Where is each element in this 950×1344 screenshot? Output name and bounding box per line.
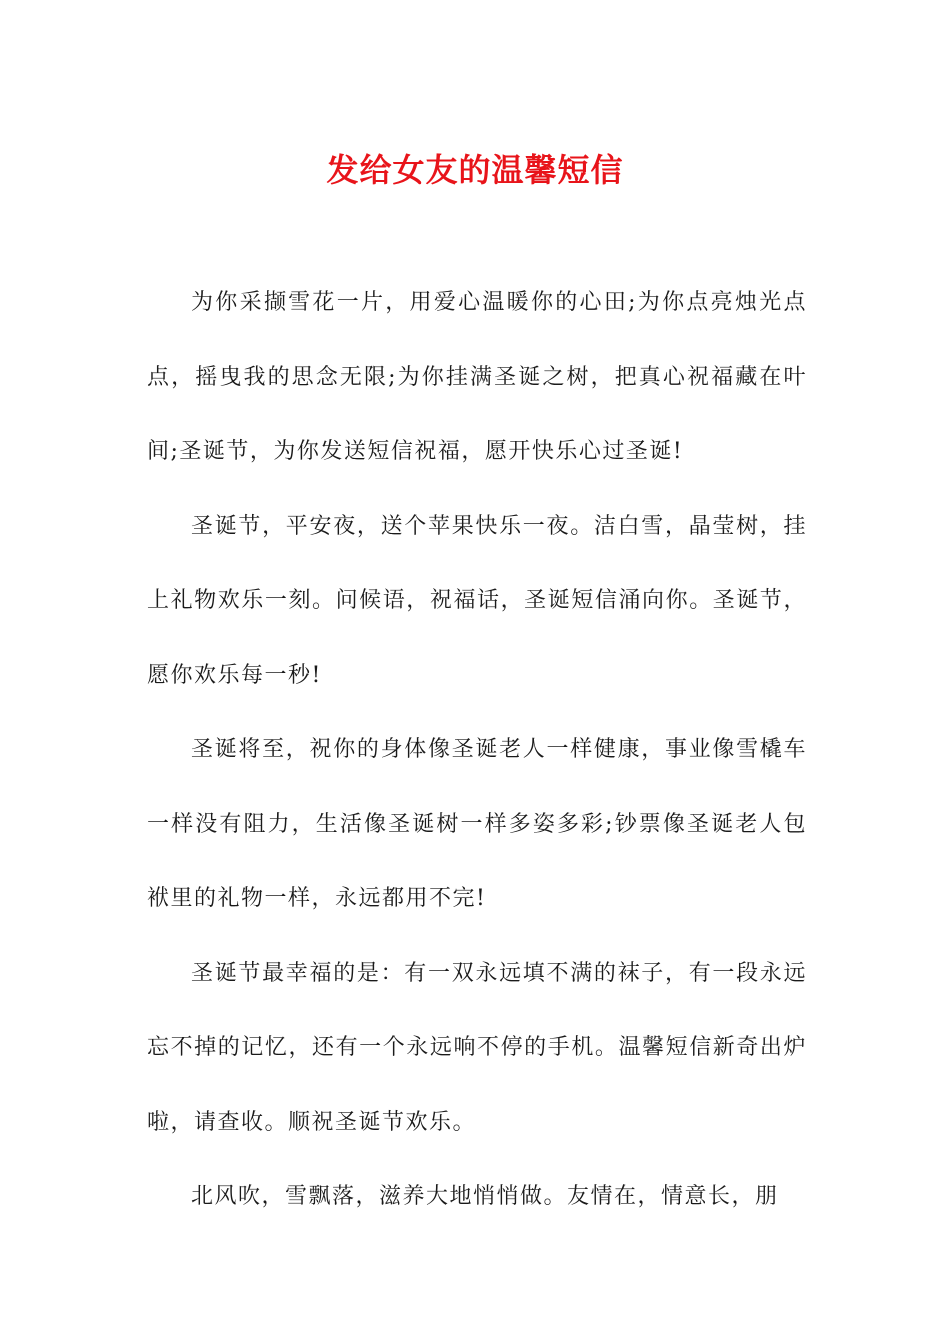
paragraph-2: 圣诞节，平安夜，送个苹果快乐一夜。洁白雪，晶莹树，挂上礼物欢乐一刻。问候语，祝福话，圣诞短信涌向你。圣诞节，愿你欢乐每一秒! (147, 513, 807, 688)
document-body (147, 266, 807, 1235)
paragraph-4: 圣诞节最幸福的是：有一双永远填不满的袜子，有一段永远忘不掉的记忆，还有一个永远响不停的手机。温馨短信新奇出炉啦，请查收。顺祝圣诞节欢乐。 (147, 960, 807, 1135)
paragraph-3: 圣诞将至，祝你的身体像圣诞老人一样健康，事业像雪橇车一样没有阻力，生活像圣诞树一样多姿多彩;钞票像圣诞老人包袱里的礼物一样，永远都用不完! (147, 737, 807, 911)
paragraph-1: 为你采撷雪花一片，用爱心温暖你的心田;为你点亮烛光点点，摇曳我的思念无限;为你挂满圣诞之树，把真心祝福藏在叶间;圣诞节，为你发送短信祝福，愿开快乐心过圣诞! (147, 290, 807, 464)
document-title: 发给女友的温馨短信 (326, 151, 624, 189)
paragraph-5: 北风吹，雪飘落，滋养大地悄悄做。友情在，情意长，朋 (191, 1184, 779, 1209)
